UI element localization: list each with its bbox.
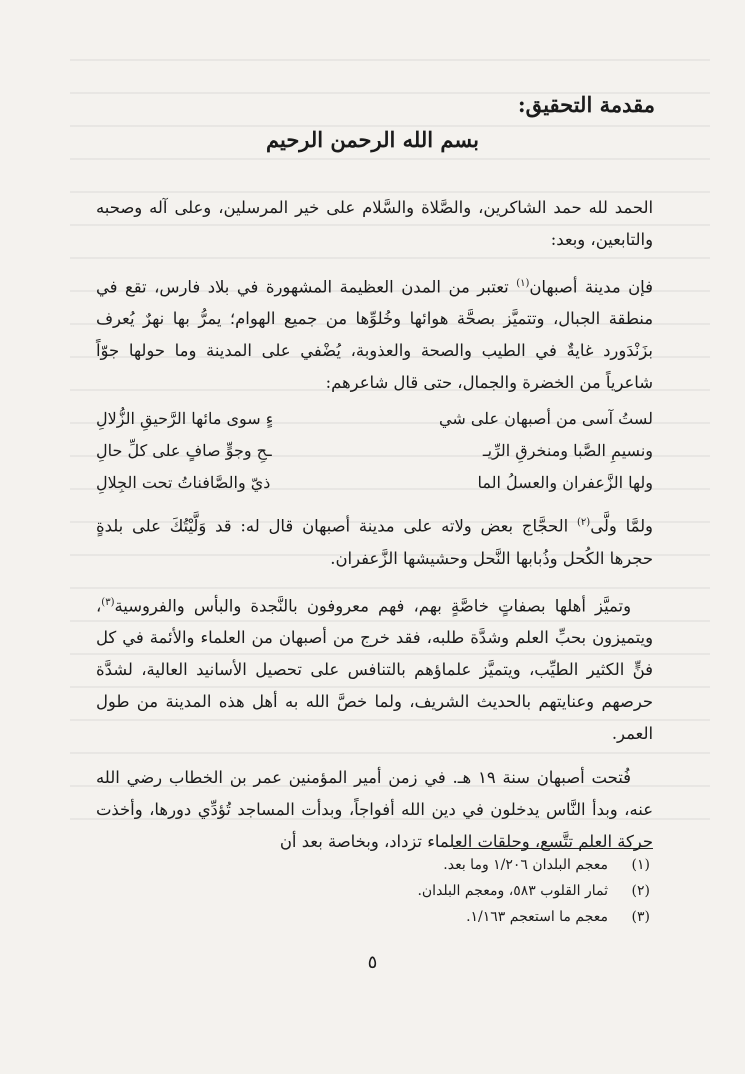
poem-block — [96, 403, 653, 499]
paragraph-isfahan-intro — [96, 268, 653, 399]
footnote-divider — [453, 848, 653, 849]
paragraph-text: تعتبر من المدن العظيمة المشهورة في بلاد فارس، تقع في منطقة الجبال، وتتميَّز بصحَّة هوائها وخُلوِّها من جميع الهوام؛ يمرُّ بها نهرٌ يُعرف بزَنْدَورد غايةٌ في الطيب والصحة والعذوبة، يُضْفي على المدينة وما حولها جوّاً شاعرياً من الخضرة والجمال، حتى قال شاعرهم: — [96, 277, 653, 393]
verse-second-hemistich: ذيّ والصَّافناتُ تحت الجِلالِ — [96, 473, 271, 493]
verse-second-hemistich: ءٍ سوى مائها الرَّحيقِ الزُّلالِ — [96, 409, 274, 429]
verse-first-hemistich: ونسيمِ الصَّبا ومنخرقِ الرِّيـ — [482, 441, 653, 461]
footnote-item — [110, 852, 650, 878]
footnote-number: (٢) — [631, 883, 650, 899]
footnote-text: معجم ما استعجم ١/١٦٣. — [466, 909, 608, 925]
footnote-item — [110, 878, 650, 904]
footnote-ref-2[interactable]: (٢) — [577, 517, 591, 529]
paragraph-text: ولمَّا ولَّى — [590, 516, 653, 536]
verse-first-hemistich: لستُ آسى من أصبهان على شي — [438, 409, 653, 429]
paragraph-text: ، ويتميزون بحبِّ العلم وشدَّة طلبه، فقد خرج من أصبهان من العلماء والأئمة في كل فنٍّ الكثير الطيِّب، ويتميَّز علماؤهم بالتنافس على تحصيل الأسانيد العالية، لشدَّة حرصهم وعنايتهم بالحديث الشريف، ولما خصَّ الله به أهل هذه المدينة من طول العمر. — [96, 596, 653, 744]
footnote-ref-1[interactable]: (١) — [516, 278, 530, 289]
basmala-line: بسم الله الرحمن الرحيم — [266, 127, 479, 152]
footnote-number: (٣) — [631, 909, 650, 925]
section-heading: مقدمة التحقيق: — [517, 92, 655, 117]
paragraph-text: وتميَّز أهلها بصفاتٍ خاصَّةٍ بهم، فهم معروفون بالنَّجدة والبأس والفروسية — [114, 596, 631, 616]
footnote-text: ثمار القلوب ٥٨٣، ومعجم البلدان. — [417, 883, 608, 899]
footnote-ref-3[interactable]: (٣) — [101, 596, 115, 608]
paragraph-opening: الحمد لله حمد الشاكرين، والصَّلاة والسَّلام على خير المرسلين، وعلى آله وصحبه والتابعين، وبعد: — [96, 198, 653, 249]
footnote-item — [110, 904, 650, 930]
paragraph-conquest: فُتحت أصبهان سنة ١٩ هـ. في زمن أمير المؤمنين عمر بن الخطاب رضي الله عنه، وبدأ النَّاس يدخلون في دين الله أفواجاً، وبدأت المساجد تُؤدِّي دورها، وأخذت حركة العلم تتَّسع، وحلقات العلماء تزداد، وبخاصة بعد أن — [96, 768, 653, 852]
poem-verse — [96, 403, 653, 435]
footnote-text: معجم البلدان ١/٢٠٦ وما بعد. — [443, 857, 608, 873]
footnote-number: (١) — [631, 857, 650, 873]
paragraph-text: فإن مدينة أصبهان — [529, 277, 654, 297]
poem-verse — [96, 467, 653, 499]
footnotes-list — [110, 852, 650, 930]
page-number: ٥ — [367, 952, 378, 973]
verse-second-hemistich: ـحِ وجوٍّ صافٍ على كلِّ حالِ — [96, 441, 272, 461]
paragraph-text: الحجَّاج بعض ولاته على مدينة أصبهان قال له: قد وَلَّيْتُكَ على بلدةٍ حجرها الكُحل وذُبابها النَّحل وحشيشها الزَّعفران. — [96, 516, 653, 568]
verse-first-hemistich: ولها الزَّعفران والعسلُ الما — [477, 473, 653, 493]
poem-verse — [96, 435, 653, 467]
body-text — [96, 180, 653, 858]
paragraph-people-traits — [96, 587, 653, 750]
paragraph-hajjaj — [96, 507, 653, 574]
